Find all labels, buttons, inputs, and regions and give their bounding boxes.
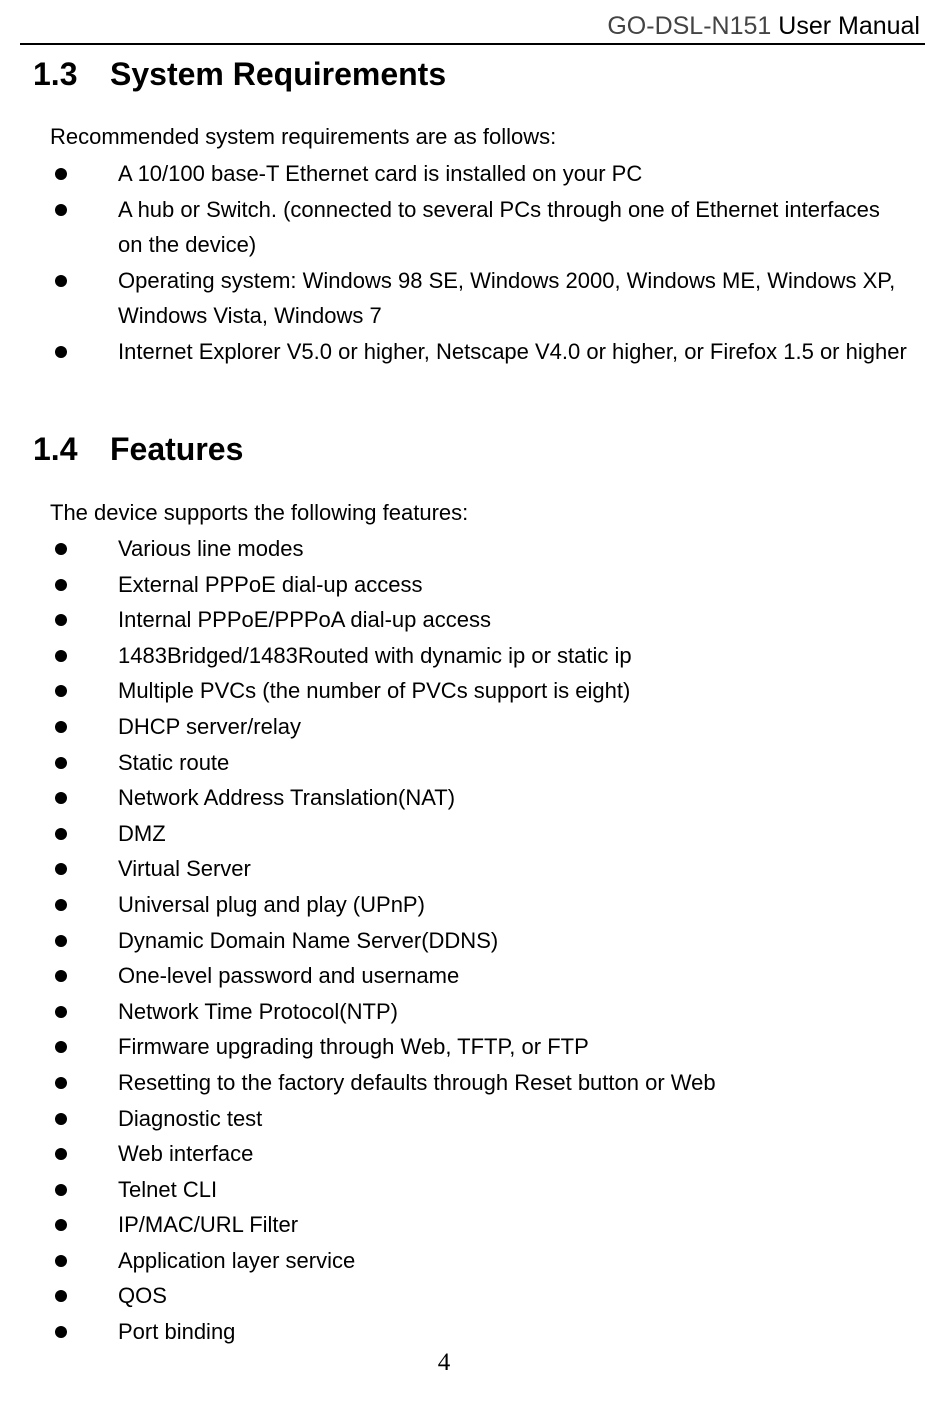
bullet-icon <box>55 1077 67 1089</box>
list-item-text: Multiple PVCs (the number of PVCs support is eight) <box>118 678 631 704</box>
header-model: GO-DSL-N151 <box>607 12 772 40</box>
list-item <box>0 1029 950 1065</box>
bullet-icon <box>55 792 67 804</box>
bullet-icon <box>55 970 67 982</box>
list-item-text: One-level password and username <box>118 963 460 989</box>
list-item-text: 1483Bridged/1483Routed with dynamic ip or static ip <box>118 642 632 668</box>
list-item-text: QOS <box>118 1283 167 1309</box>
list-item <box>0 958 950 994</box>
list-item-text: Telnet CLI <box>118 1176 218 1202</box>
list-item <box>0 673 950 709</box>
bullet-icon <box>55 1006 67 1018</box>
list-item-text: Network Time Protocol(NTP) <box>118 998 398 1024</box>
list-item <box>0 994 950 1030</box>
bullet-icon <box>55 614 67 626</box>
bullet-icon <box>55 1113 67 1125</box>
list-item <box>0 1243 950 1279</box>
list-item <box>0 923 950 959</box>
list-item <box>0 263 950 334</box>
list-item <box>0 1136 950 1172</box>
list-item-text: Port binding <box>118 1319 236 1345</box>
bullet-icon <box>55 899 67 911</box>
list-item-text: Various line modes <box>118 536 304 561</box>
bullet-icon <box>55 1219 67 1231</box>
list-item-text: Static route <box>118 749 230 775</box>
bullet-icon <box>55 168 67 180</box>
list-item-text: Web interface <box>118 1141 254 1167</box>
list-item <box>0 816 950 852</box>
header-divider <box>20 43 925 45</box>
list-item-text: Diagnostic test <box>118 1105 263 1131</box>
bullet-icon <box>55 650 67 662</box>
list-item-text: Universal plug and play (UPnP) <box>118 891 425 917</box>
list-item-text: Firmware upgrading through Web, TFTP, or FTP <box>118 1034 589 1060</box>
requirements-list <box>0 156 950 370</box>
list-item-text: Resetting to the factory defaults through Reset button or Web <box>118 1069 716 1095</box>
list-item <box>0 780 950 816</box>
bullet-icon <box>55 275 67 287</box>
features-list <box>0 531 950 1350</box>
list-item <box>0 1101 950 1137</box>
bullet-icon <box>55 1326 67 1338</box>
list-item <box>0 531 950 567</box>
list-item <box>0 567 950 603</box>
section-intro: The device supports the following features: <box>50 500 469 525</box>
list-item <box>0 334 950 370</box>
section-heading-features <box>33 429 243 469</box>
list-item-text: Internet Explorer V5.0 or higher, Netscape V4.0 or higher, or Firefox 1.5 or higher <box>118 338 907 364</box>
list-item-text: Operating system: Windows 98 SE, Windows 2000, Windows ME, Windows XP, Windows Vista, Windows 7 <box>118 267 896 329</box>
bullet-icon <box>55 579 67 591</box>
list-item-text: DMZ <box>118 820 166 846</box>
section-heading-system-requirements <box>33 54 446 94</box>
bullet-icon <box>55 1041 67 1053</box>
list-item-text: Internal PPPoE/PPPoA dial-up access <box>118 607 491 633</box>
list-item-text: A 10/100 base-T Ethernet card is installed on your PC <box>118 161 643 186</box>
bullet-icon <box>55 346 67 358</box>
bullet-icon <box>55 863 67 875</box>
list-item <box>0 745 950 781</box>
section-number: 1.3 <box>33 56 78 92</box>
list-item <box>0 887 950 923</box>
bullet-icon <box>55 1184 67 1196</box>
bullet-icon <box>55 685 67 697</box>
list-item <box>0 709 950 745</box>
header-title: User Manual <box>778 12 920 40</box>
section-title: System Requirements <box>110 56 447 92</box>
list-item <box>0 1314 950 1350</box>
list-item <box>0 638 950 674</box>
list-item-text: DHCP server/relay <box>118 713 301 739</box>
list-item <box>0 192 950 263</box>
section-title: Features <box>110 431 244 467</box>
bullet-icon <box>55 757 67 769</box>
list-item <box>0 1207 950 1243</box>
page-number: 4 <box>437 1349 451 1376</box>
bullet-icon <box>55 828 67 840</box>
list-item-text: External PPPoE dial-up access <box>118 571 423 597</box>
bullet-icon <box>55 543 67 555</box>
bullet-icon <box>55 1148 67 1160</box>
list-item <box>0 1278 950 1314</box>
list-item-text: A hub or Switch. (connected to several PCs through one of Ethernet interfaces on the device) <box>118 196 880 258</box>
page-header <box>607 10 920 42</box>
list-item <box>0 602 950 638</box>
bullet-icon <box>55 935 67 947</box>
list-item-text: Virtual Server <box>118 856 251 882</box>
list-item <box>0 1172 950 1208</box>
list-item-text: Application layer service <box>118 1247 356 1273</box>
list-item <box>0 1065 950 1101</box>
list-item-text: Network Address Translation(NAT) <box>118 785 456 811</box>
bullet-icon <box>55 1290 67 1302</box>
list-item-text: IP/MAC/URL Filter <box>118 1212 299 1238</box>
list-item-text: Dynamic Domain Name Server(DDNS) <box>118 927 499 953</box>
section-intro: Recommended system requirements are as follows: <box>50 124 557 149</box>
bullet-icon <box>55 204 67 216</box>
bullet-icon <box>55 1255 67 1267</box>
list-item <box>0 851 950 887</box>
section-number: 1.4 <box>33 431 78 467</box>
bullet-icon <box>55 721 67 733</box>
list-item <box>0 156 950 192</box>
